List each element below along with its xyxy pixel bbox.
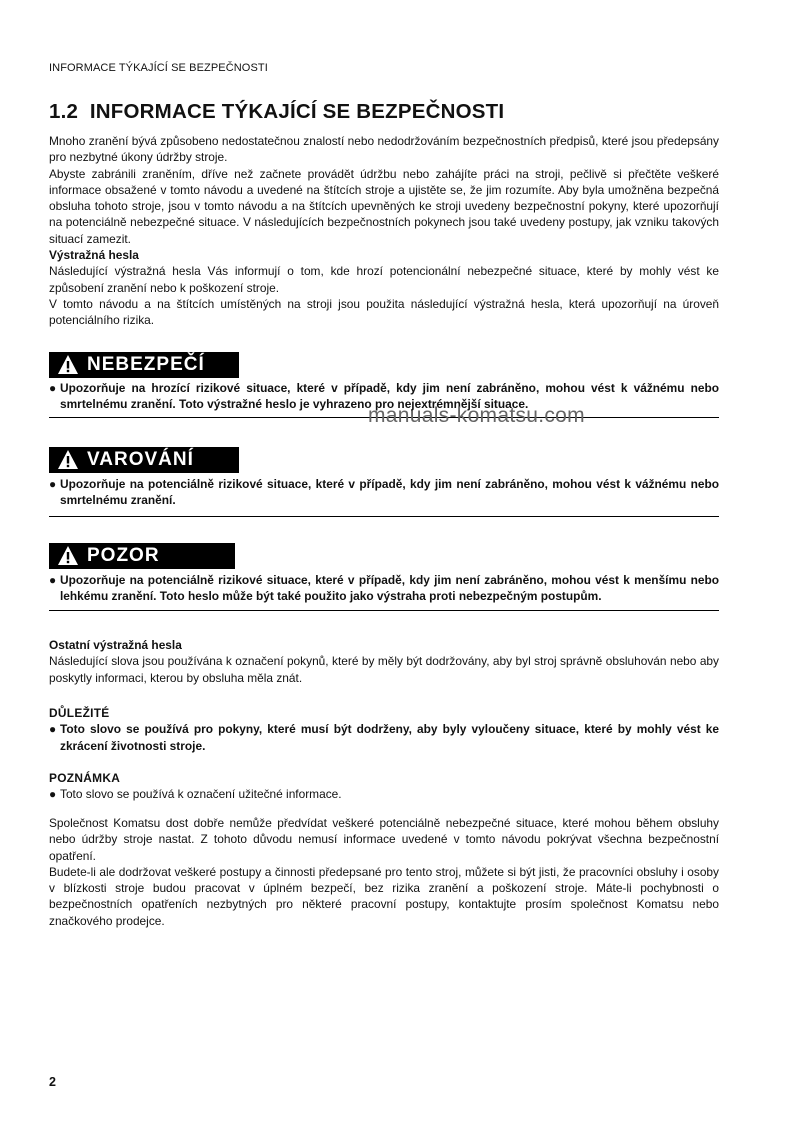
section-number: 1.2 [49,100,79,123]
intro-block [49,133,719,329]
divider-rule [49,516,719,517]
running-header: INFORMACE TÝKAJÍCÍ SE BEZPEČNOSTI [49,62,268,74]
important-block [49,705,719,754]
watermark: manuals-komatsu.com [368,404,585,427]
note-label: POZNÁMKA [49,771,121,785]
other-signals-block [49,637,719,686]
signal-word-warning: VAROVÁNÍ [87,449,194,470]
intro-paragraph-4: V tomto návodu a na štítcích umístěných na stroji jsou použita následující výstražná hesla, která upozorňují na úroveň potenciálního rizika. [49,296,719,328]
signal-warning-description [49,476,719,509]
bullet-dot: ● [49,573,57,587]
important-text: Toto slovo se používá pro pokyny, které musí být dodrženy, aby byly vyloučeny situace, které by mohly vést ke zkrácení životnosti stroje. [60,722,719,753]
bullet-dot: ● [49,787,57,802]
other-signals-text: Následující slova jsou používána k označení pokynů, které by měly být dodržovány, aby byl stroj správně obsluhován nebo aby poskytly informaci, kterou by obsluha měla znát. [49,654,719,685]
warning-words-subhead: Výstražná hesla [49,248,139,263]
bullet-dot: ● [49,722,57,737]
warning-triangle-icon [57,354,79,376]
signal-word-danger: NEBEZPEČÍ [87,354,205,375]
important-description [49,721,719,754]
signal-word-caution: POZOR [87,545,160,566]
section-title-text: INFORMACE TÝKAJÍCÍ SE BEZPEČNOSTI [89,100,505,123]
signal-badge-caution [49,543,235,569]
intro-paragraph-1: Mnoho zranění bývá způsobeno nedostatečnou znalostí nebo nedodržováním bezpečnostních předpisů, které jsou předepsány pro nezbytné úkony údržby stroje. [49,134,719,165]
closing-block [49,815,719,929]
divider-rule [49,610,719,611]
signal-warning-text: Upozorňuje na potenciálně rizikové situace, které v případě, kdy jim není zabráněno, mohou vést k vážnému nebo smrtelnému zranění. [60,477,719,508]
signal-warning-block [49,447,719,517]
signal-badge-warning [49,447,239,473]
warning-triangle-icon [57,545,79,567]
signal-caution-description [49,572,719,605]
signal-danger-text: Upozorňuje na hrozící rizikové situace, které v případě, kdy jim není zabráněno, mohou vést k vážnému nebo smrtelnému zranění. Toto výstražné heslo je vyhrazeno pro nejextrémnější situace. [60,381,719,412]
warning-triangle-icon [57,449,79,471]
closing-paragraph-1: Společnost Komatsu dost dobře nemůže předvídat veškeré potenciálně nebezpečné situace, které mohou během obsluhy nebo údržby stroje nastat. Z tohoto důvodu nemusí informace uvedené v tomto návodu pokrývat všechna bezpečnostní opatření. [49,816,719,863]
note-block [49,770,719,803]
note-text: Toto slovo se používá k označení užitečné informace. [60,787,342,802]
bullet-dot: ● [49,477,57,491]
section-title [49,100,504,124]
intro-paragraph-3: Následující výstražná hesla Vás informují o tom, kde hrozí potencionální nebezpečné situace, které by mohly vést ke způsobení zranění nebo k poškození stroje. [49,264,719,295]
intro-paragraph-2: Abyste zabránili zraněním, dříve než začnete provádět údržbu nebo zahájíte práci na stroji, pečlivě si přečtěte veškeré informace obsažené v tomto návodu a uvedené na štítcích stroje a ujistěte se, že jim rozumíte. Aby byla umožněna bezpečná obsluha tohoto stroje, jsou v tomto návodu a na štítcích upevněných ke stroji uvedeny bezpečnostní pokyny, které upozorňují na potenciálně nebezpečné situace. V následujících bezpečnostních pokynech jsou také uvedeny postupy, jak vzniku takových situací zamezit. [49,166,719,246]
bullet-dot: ● [49,381,57,395]
other-signals-subhead: Ostatní výstražná hesla [49,638,182,652]
closing-paragraph-2: Budete-li ale dodržovat veškeré postupy a činnosti předepsané pro tento stroj, můžete si být jisti, že pracovníci obsluhy i osoby v blízkosti stroje budou pracovat v úplném bezpečí, bez rizika zranění a poškození stroje. Máte-li pochybnosti o bezpečnostních opatřeních nezbytných pro některé pracovní postupy, kontaktujte prosím společnost Komatsu nebo značkového prodejce. [49,864,719,928]
signal-badge-danger [49,352,239,378]
important-label: DŮLEŽITÉ [49,706,110,720]
signal-caution-text: Upozorňuje na potenciálně rizikové situace, které v případě, kdy jim není zabráněno, mohou vést k menšímu nebo lehkému zranění. Toto heslo může být také použito jako výstraha proti nebezpečným postupům. [60,573,719,604]
note-description [49,786,719,802]
page-number: 2 [49,1075,56,1089]
signal-caution-block [49,543,719,611]
